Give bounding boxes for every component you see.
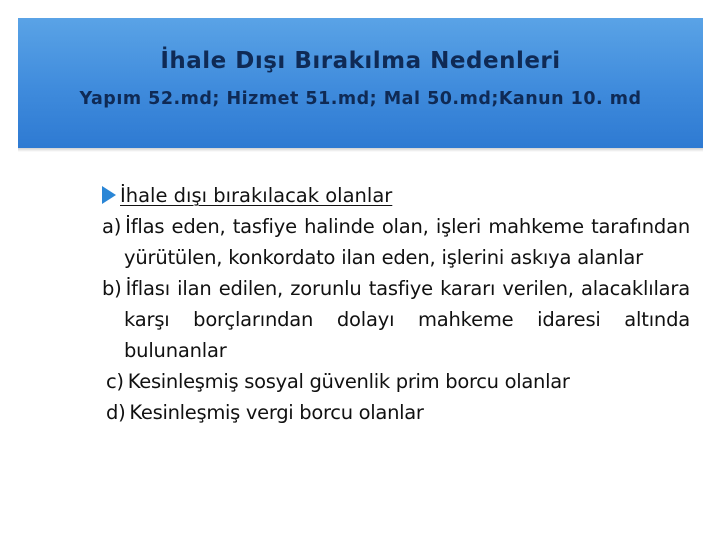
slide-subtitle: Yapım 52.md; Hizmet 51.md; Mal 50.md;Kanun 10. md	[79, 89, 642, 109]
list-item-d	[102, 397, 690, 428]
item-label: d)	[106, 401, 126, 424]
arrow-bullet-icon	[102, 186, 116, 204]
title-banner	[18, 18, 703, 148]
bullet-heading: İhale dışı bırakılacak olanlar	[120, 184, 393, 207]
item-label: a)	[102, 215, 122, 238]
item-text: Kesinleşmiş vergi borcu olanlar	[129, 401, 424, 424]
item-label: b)	[102, 277, 122, 300]
item-text: Kesinleşmiş sosyal güvenlik prim borcu olanlar	[127, 370, 570, 393]
list-item-c	[102, 366, 690, 397]
slide-title: İhale Dışı Bırakılma Nedenleri	[160, 48, 561, 74]
item-label: c)	[106, 370, 124, 393]
item-text: İflas eden, tasfiye halinde olan, işleri mahkeme tarafından yürütülen, konkordato ilan eden, işlerini askıya alanlar	[124, 215, 690, 269]
list-item-b	[102, 273, 690, 366]
item-text: İflası ilan edilen, zorunlu tasfiye kararı verilen, alacaklılara karşı borçlarından dolayı mahkeme idaresi altında bulunanlar	[124, 277, 690, 362]
bullet-heading-line	[102, 180, 690, 211]
slide-body	[102, 180, 690, 428]
list-item-a	[102, 211, 690, 273]
